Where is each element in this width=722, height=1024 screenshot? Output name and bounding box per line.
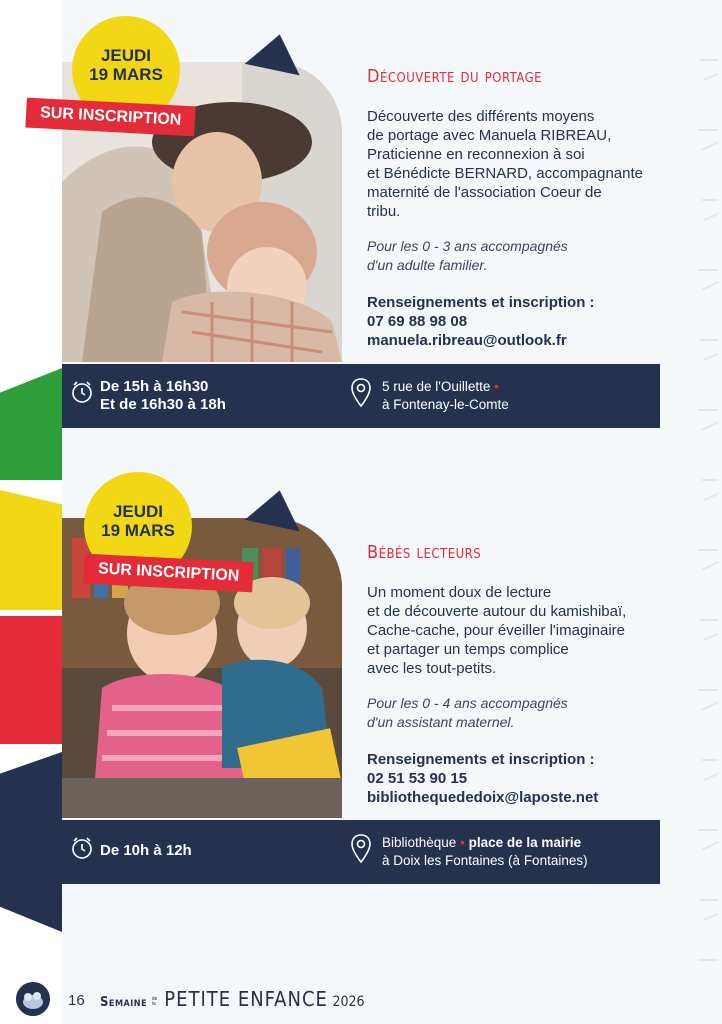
event-card-portage <box>39 46 660 428</box>
brand-wordmark: Semaine de la PETITE ENFANCE 2026 <box>100 987 365 1011</box>
event-contact: Renseignements et inscription : 02 51 53 90 15 bibliothequededoix@laposte.net <box>367 750 667 807</box>
date-month: 19 MARS <box>89 65 163 84</box>
event-audience: Pour les 0 - 4 ans accompagnés d'un assistant maternel. <box>367 695 568 730</box>
event-title: Découverte du portage <box>367 66 543 87</box>
event-title: Bébés lecteurs <box>367 542 482 563</box>
map-pin-icon <box>350 833 372 865</box>
contact-phone[interactable]: 02 51 53 90 15 <box>367 770 468 787</box>
clock-icon <box>70 380 94 404</box>
event-card-bebes-lecteurs <box>62 502 660 884</box>
event-audience: Pour les 0 - 3 ans accompagnés d'un adulte familier. <box>367 238 568 273</box>
event-description: Découverte des différents moyens de portage avec Manuela RIBREAU, Praticienne en reconnexion à soi et Bénédicte BERNARD, accompagnante maternité de l'association Coeur de tribu. <box>367 108 643 220</box>
decor-yellow-band <box>0 490 62 610</box>
separator-dot: • <box>494 379 499 394</box>
event-time: De 15h à 16h30 Et de 16h30 à 18h <box>100 378 226 413</box>
page-number: 16 <box>68 992 85 1009</box>
date-month: 19 MARS <box>101 521 175 540</box>
map-pin-icon <box>350 377 372 409</box>
clock-icon <box>70 836 94 860</box>
event-description: Un moment doux de lecture et de découverte autour du kamishibaï, Cache-cache, pour éveiller l'imaginaire et partager un temps complice avec les tout-petits. <box>367 584 627 677</box>
event-location: Bibliothèque • place de la mairie à Doix les Fontaines (à Fontaines) <box>382 835 588 868</box>
contact-email[interactable]: bibliothequededoix@laposte.net <box>367 789 599 806</box>
event-location: 5 rue de l'Ouillette • à Fontenay-le-Comte <box>382 379 509 412</box>
decor-red-band <box>0 616 62 744</box>
date-day: JEUDI <box>100 46 152 65</box>
registration-badge: SUR INSCRIPTION <box>25 98 196 137</box>
registration-badge: SUR INSCRIPTION <box>83 554 254 593</box>
separator-dot: • <box>460 835 465 850</box>
page-footer <box>0 975 722 1024</box>
contact-email[interactable]: manuela.ribreau@outlook.fr <box>367 332 567 349</box>
date-day: JEUDI <box>112 502 164 521</box>
decor-navy-band <box>0 752 62 932</box>
contact-phone[interactable]: 07 69 88 98 08 <box>367 313 468 330</box>
event-info-bar <box>62 820 660 884</box>
event-contact: Renseignements et inscription : 07 69 88 98 08 manuela.ribreau@outlook.fr <box>367 293 667 350</box>
event-time: De 10h à 12h <box>100 842 192 859</box>
decor-right-pattern <box>692 40 722 980</box>
brand-logo-icon <box>16 982 50 1016</box>
event-info-bar <box>62 364 660 428</box>
